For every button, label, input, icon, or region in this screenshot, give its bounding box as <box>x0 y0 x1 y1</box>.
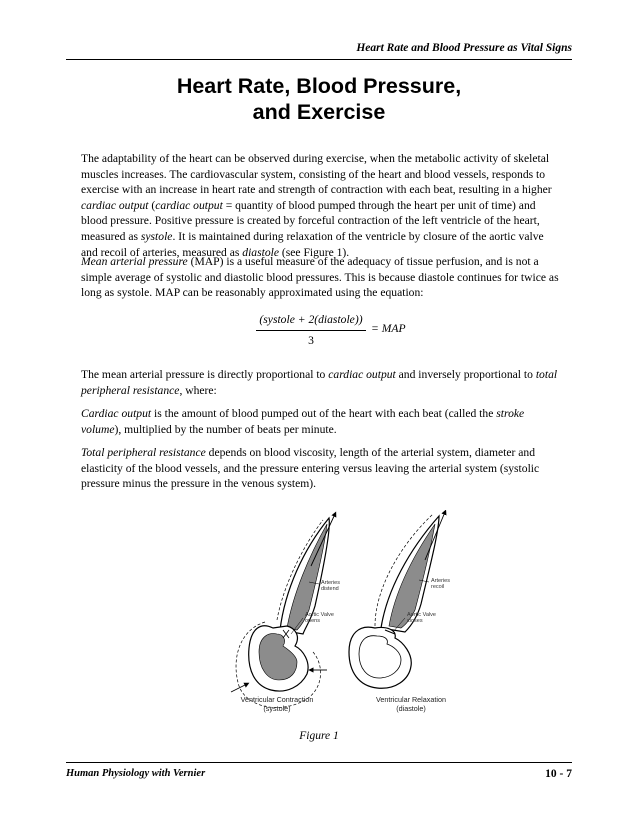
header-rule <box>66 59 572 60</box>
p1-text-3: = quantity of blood pumped through the heart per unit of time) and blood pressure. Positive pressure is created by forceful contraction of the left ventricle of the heart, measured as <box>81 198 540 243</box>
left-arteries-label-2: distend <box>321 586 339 592</box>
p3-text-1: The mean arterial pressure is directly proportional to <box>81 368 329 381</box>
heart-diagram-figure <box>225 510 487 726</box>
right-valve-label-2: closes <box>407 618 423 624</box>
figure-caption: Figure 1 <box>299 730 339 742</box>
page-title <box>60 73 578 125</box>
paragraph-adaptability <box>81 151 559 260</box>
paragraph-peripheral-resistance <box>81 445 559 492</box>
right-caption-2: (diastole) <box>396 704 426 713</box>
equation-denominator: 3 <box>308 334 314 347</box>
heart-diastole <box>349 512 450 713</box>
term-systole: systole <box>140 229 173 243</box>
left-caption-1: Ventricular Contraction <box>240 695 314 704</box>
term-stroke-volume: stroke volume <box>81 407 525 436</box>
left-valve-label-2: opens <box>305 618 320 624</box>
right-arteries-label-2: recoil <box>431 584 445 590</box>
left-arteries-label-1: Arteries <box>321 580 340 586</box>
fraction-bar <box>256 330 366 331</box>
running-header: Heart Rate and Blood Pressure as Vital Signs <box>356 42 572 54</box>
left-caption-2: (systole) <box>263 704 291 713</box>
p4-text-1: is the amount of blood pumped out of the heart with each beat (called the <box>151 407 497 420</box>
footer-page-number: 10 - 7 <box>545 768 572 780</box>
term-diastole: diastole <box>242 245 279 259</box>
term-cardiac-output-3: cardiac output <box>328 368 396 381</box>
left-valve-label-1: Aortic Valve <box>305 612 334 618</box>
p1-text-5: (see Figure 1). <box>279 245 350 259</box>
p4-text-2: ), multiplied by the number of beats per minute. <box>114 422 337 436</box>
p3-text-3: , where: <box>179 383 217 397</box>
p1-text-2: ( <box>148 198 156 212</box>
term-cardiac-output: cardiac output <box>81 198 149 212</box>
heart-diagram <box>225 510 487 726</box>
p1-text-4: . It is maintained during relaxation of the ventricle by closure of the aortic valve and recoil of arteries, measured as <box>81 229 544 259</box>
term-cardiac-output-def: Cardiac output <box>81 407 152 420</box>
paragraph-cardiac-output <box>81 406 559 437</box>
paragraph-proportional <box>81 367 559 398</box>
p5-text-1: depends on blood viscosity, length of the arterial system, diameter and elasticity of the blood vessels, and the pressure entering versus leaving the arterial system (systolic pressure minus the pressure in the venous system). <box>81 446 540 491</box>
right-valve-label-1: Aortic Valve <box>407 612 436 618</box>
p1-text-1: The adaptability of the heart can be observed during exercise, when the metabolic activity of skeletal muscles increases. The cardiovascular system, consisting of the heart and blood vessels, responds to exercise with an increase in heart rate and strength of contraction with each beat, resulting in a higher <box>81 152 552 197</box>
right-arteries-label-1: Arteries <box>431 578 450 584</box>
term-mean-arterial-pressure: Mean arterial pressure <box>81 255 188 268</box>
equation-rhs: = MAP <box>371 322 406 335</box>
title-line-1: Heart Rate, Blood Pressure, <box>176 74 462 98</box>
term-total-peripheral-resistance-def: Total peripheral resistance <box>81 446 206 459</box>
footer-rule <box>66 762 572 763</box>
paragraph-map <box>81 254 559 301</box>
p3-text-2: and inversely proportional to <box>395 368 536 381</box>
term-cardiac-output-2: cardiac output <box>155 198 223 212</box>
p2-text-1: (MAP) is a useful measure of the adequacy of tissue perfusion, and is not a simple average of systolic and diastolic blood pressures. This is because diastole continues for twice as long as systole. MAP can be reasonably approximated using the equation: <box>81 255 559 300</box>
heart-systole <box>231 514 340 713</box>
title-line-2: and Exercise <box>252 100 386 124</box>
equation-numerator: (systole + 2(diastole)) <box>259 313 363 326</box>
footer-book-title: Human Physiology with Vernier <box>66 768 206 779</box>
right-caption-1: Ventricular Relaxation <box>376 695 446 704</box>
term-total-peripheral-resistance: total peripheral resistance <box>81 368 558 397</box>
